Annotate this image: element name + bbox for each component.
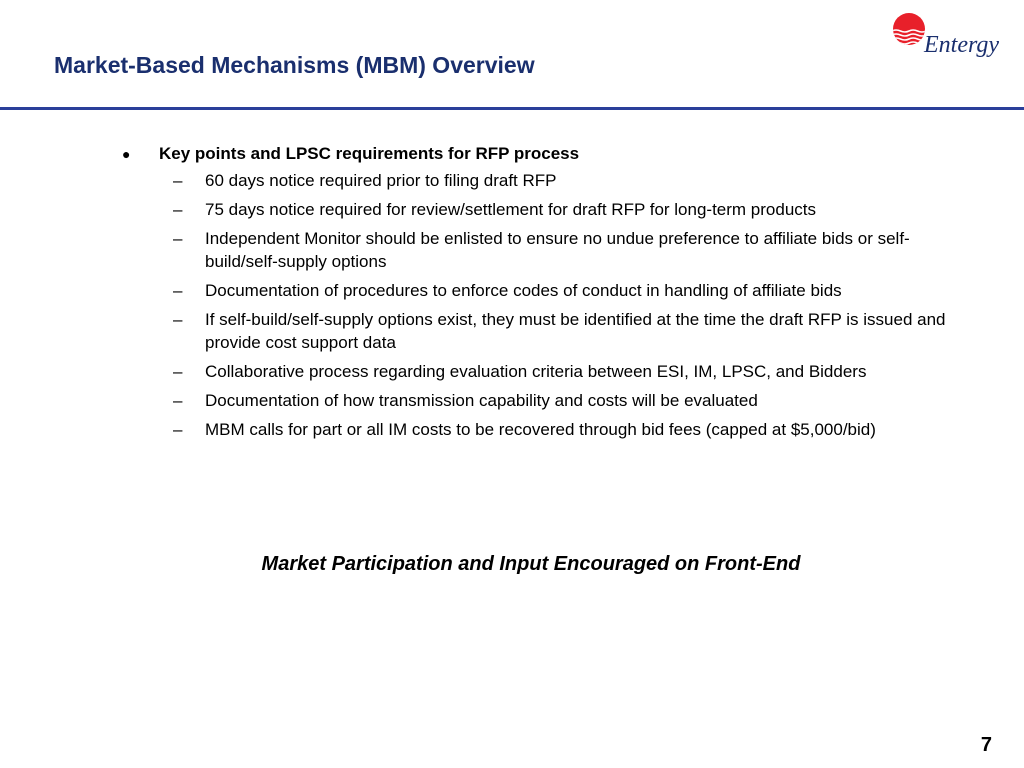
bullet-dot-icon: ● xyxy=(122,146,131,162)
sub-bullet-text: Documentation of how transmission capability and costs will be evaluated xyxy=(205,391,758,410)
logo-wordmark: Entergy xyxy=(924,32,1000,58)
dash-icon: – xyxy=(173,420,183,439)
main-bullet-text: Key points and LPSC requirements for RFP process xyxy=(159,144,580,163)
dash-icon: – xyxy=(173,171,183,190)
slide-title: Market-Based Mechanisms (MBM) Overview xyxy=(54,52,535,78)
sub-bullet-text: 60 days notice required prior to filing draft RFP xyxy=(205,171,557,190)
sub-bullet-item xyxy=(118,198,978,221)
slide-body xyxy=(118,143,978,447)
entergy-sun-icon xyxy=(892,12,926,46)
sub-bullet-text: If self-build/self-supply options exist, they must be identified at the time the draft RFP is issued and provide cost support data xyxy=(205,310,946,352)
sub-bullet-item xyxy=(118,360,978,383)
entergy-logo xyxy=(890,8,1015,64)
sub-bullet-item xyxy=(118,227,978,273)
sub-bullet-item xyxy=(118,389,978,412)
main-bullet xyxy=(118,143,978,165)
sub-bullet-text: 75 days notice required for review/settlement for draft RFP for long-term products xyxy=(205,200,817,219)
dash-icon: – xyxy=(173,391,183,410)
sub-bullet-item xyxy=(118,308,978,354)
sub-bullet-text: MBM calls for part or all IM costs to be recovered through bid fees (capped at $5,000/bid) xyxy=(205,420,876,439)
dash-icon: – xyxy=(173,281,183,300)
slide-tagline: Market Participation and Input Encouraged on Front-End xyxy=(261,553,801,575)
sub-bullet-text: Collaborative process regarding evaluation criteria between ESI, IM, LPSC, and Bidders xyxy=(205,362,867,381)
dash-icon: – xyxy=(173,362,183,381)
sub-bullet-text: Documentation of procedures to enforce codes of conduct in handling of affiliate bids xyxy=(205,281,842,300)
sub-bullet-item xyxy=(118,279,978,302)
dash-icon: – xyxy=(173,200,183,219)
title-divider xyxy=(0,107,1024,110)
sub-bullet-item xyxy=(118,169,978,192)
sub-bullet-text: Independent Monitor should be enlisted to ensure no undue preference to affiliate bids or self-build/self-supply options xyxy=(205,229,910,271)
sub-bullet-list xyxy=(118,169,978,441)
page-number: 7 xyxy=(980,734,992,756)
sub-bullet-item xyxy=(118,418,978,441)
dash-icon: – xyxy=(173,310,183,329)
dash-icon: – xyxy=(173,229,183,248)
